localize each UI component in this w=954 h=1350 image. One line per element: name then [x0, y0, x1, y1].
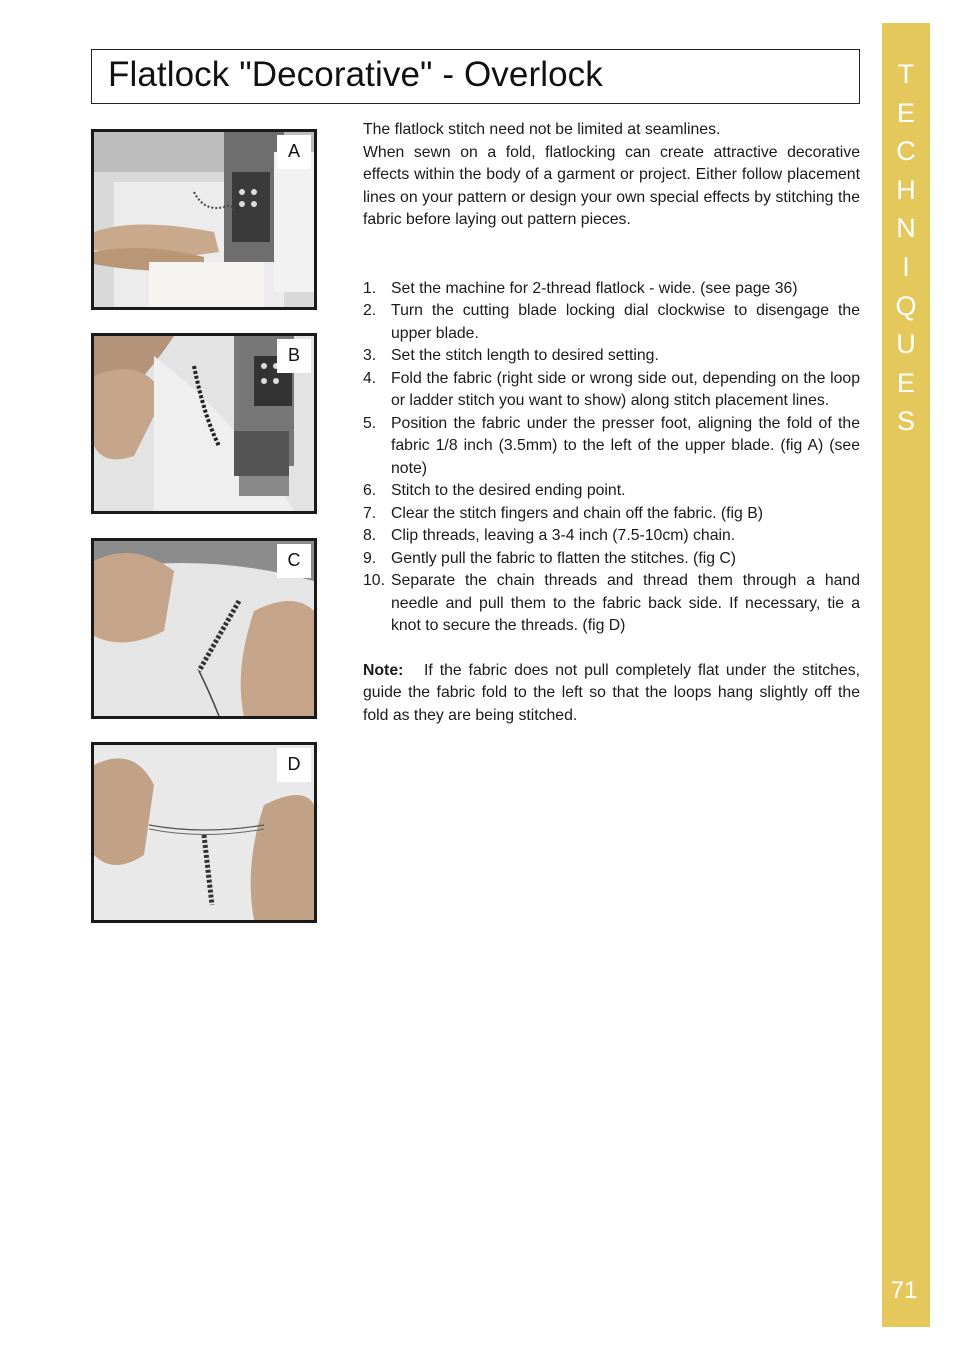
tab-letter: T [897, 59, 915, 89]
tab-letter: E [896, 367, 915, 398]
step-text: Clear the stitch fingers and chain off the fabric. (fig B) [391, 504, 763, 522]
intro-paragraph: When sewn on a fold, flatlocking can create attractive decorative effects within the body of a garment or project. Either follow placement lines on your pattern or design your own special effects by stitching the fabric before laying out pattern pieces. [363, 143, 860, 228]
figure-d [91, 742, 317, 923]
step-text: Clip threads, leaving a 3-4 inch (7.5-10cm) chain. [391, 527, 736, 544]
step-number: 7. [363, 504, 377, 522]
tab-letter: U [896, 329, 916, 360]
list-item [363, 278, 860, 301]
note-paragraph [363, 660, 860, 728]
list-item [363, 548, 860, 571]
step-text: Gently pull the fabric to flatten the stitches. (fig C) [391, 549, 737, 567]
step-text: Turn the cutting blade locking dial clockwise to disengage the upper blade. [391, 302, 860, 342]
step-number: 1. [363, 279, 377, 297]
tab-letter: Q [895, 290, 917, 321]
tab-letter: N [896, 213, 916, 244]
note-text: If the fabric does not pull completely flat under the stitches, guide the fabric fold to the left so that the loops hang slightly off the fold as they are being stitched. [363, 661, 860, 724]
tab-letter: C [896, 136, 916, 167]
list-item [363, 345, 860, 368]
steps-list [363, 278, 860, 638]
tab-letter: E [896, 97, 915, 128]
list-item [363, 525, 860, 548]
list-item [363, 570, 860, 638]
page-number: 71 [890, 1277, 918, 1304]
step-number: 9. [363, 549, 377, 567]
figure-label: C [277, 544, 311, 578]
step-text: Position the fabric under the presser foot, aligning the fold of the fabric 1/8 inch (3.5mm) to the left of the upper blade. (fig A) (see note) [391, 414, 860, 477]
note-label: Note: [363, 661, 404, 679]
step-text: Set the machine for 2-thread flatlock - wide. (see page 36) [391, 279, 798, 297]
list-item [363, 413, 860, 481]
intro-line: The flatlock stitch need not be limited at seamlines. [363, 121, 721, 138]
step-number: 8. [363, 527, 377, 544]
figure-label: B [277, 339, 311, 373]
page-title: Flatlock "Decorative" - Overlock [108, 55, 603, 94]
step-number: 6. [363, 482, 377, 499]
figure-b [91, 333, 317, 514]
step-number: 4. [363, 369, 377, 387]
step-number: 5. [363, 414, 377, 432]
title-box [91, 49, 860, 104]
step-number: 10. [363, 572, 385, 589]
step-text: Set the stitch length to desired setting. [391, 347, 659, 364]
step-text: Stitch to the desired ending point. [391, 482, 626, 499]
list-item [363, 368, 860, 413]
section-tab-letters [882, 55, 930, 441]
figure-label: A [277, 135, 311, 169]
tab-letter: H [896, 174, 916, 205]
list-item [363, 480, 860, 503]
list-item [363, 300, 860, 345]
instructions [363, 119, 860, 727]
tab-letter: S [896, 406, 915, 437]
section-tab [882, 23, 930, 1327]
figure-label: D [277, 748, 311, 782]
step-text: Separate the chain threads and thread them through a hand needle and pull them to the fabric back side. If necessary, tie a knot to secure the threads. (fig D) [391, 572, 860, 634]
step-number: 2. [363, 302, 377, 319]
figure-a [91, 129, 317, 310]
list-item [363, 503, 860, 526]
step-text: Fold the fabric (right side or wrong side out, depending on the loop or ladder stitch you want to show) along stitch placement lines. [391, 369, 860, 409]
step-number: 3. [363, 347, 377, 364]
tab-letter: I [902, 251, 910, 282]
figure-c [91, 538, 317, 719]
